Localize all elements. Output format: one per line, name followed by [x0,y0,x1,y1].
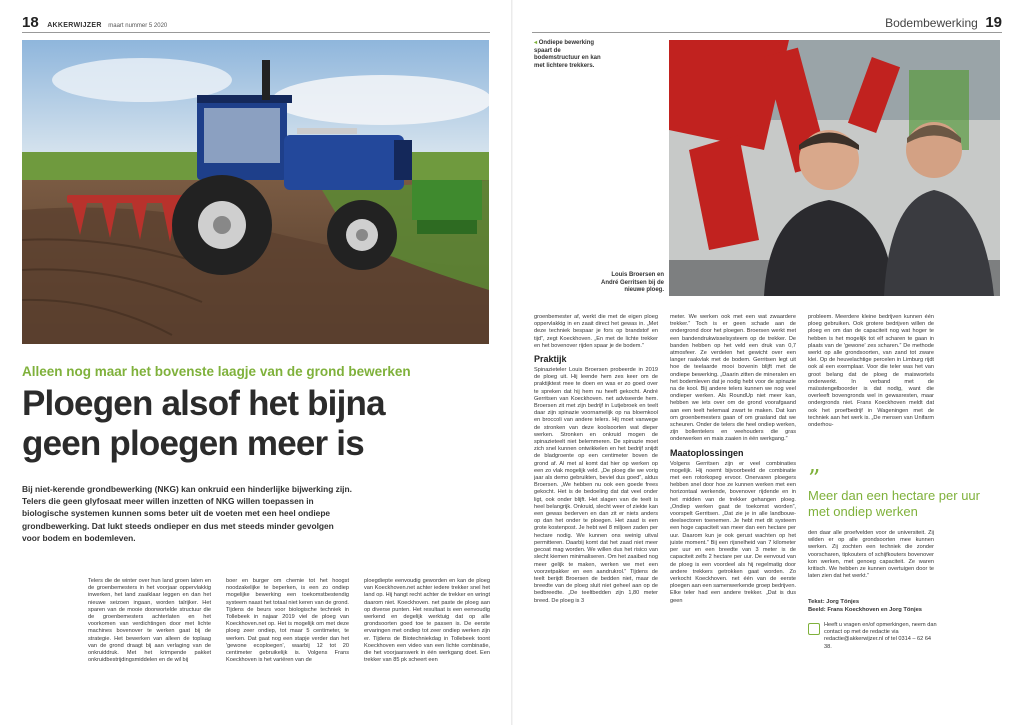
article-title-line-2: geen ploegen meer is [22,424,364,463]
pull-quote [808,465,1000,520]
col4-body-text: Spinazieteler Louis Broersen probeerde in 2019 de ploeg uit. Hij leende hem zes keer om de praktijktest mee te doen en was er zo goed over te spreken dat hij hem nu heeft gekocht. André Gerritsen van Koeckhoven. net adviseerde hem. Broersen zit met zijn bedrijf in Lutjebroek en teelt daar zijn spinazie voornamelijk op na bloemkool en broccoli van andere telers. Hij moet vanwege de stronken van deze koolsoorten wat dieper werken. Stronken en onkruid mogen de spinazieteelt niet belemmeren. De spinazie moet zich snel kunnen ontwikkelen en het bedrijf snijdt de bladgroente op een centimeter boven de grond af. Al met al komt dat hier op werken op een zo vlak mogelijk veld. „De ploeg die we vorig jaar als demo gebruikten, beviel dus goed”, aldus Broersen. „We hebben nu ook een goede frees gekocht. Het is de bedoeling dat dat veel onder ligt, ook onder blijft. Het slagen van de teelt is heel belangrijk. Onkruid, slecht weer of ziekte kan een gewas bederven en dan zit er niets anders op dan het onder te ploegen. Het zaad is een grote kostenpost. Je hebt wel 8 miljoen zaden per hectare nodig. We kunnen ons weinig uitval permitteren. Daarbij komt dat het zaad niet meer gecoat mag worden. We willen dus het risico van slecht kiemen minimaliseren. Om het zaaibed nog meer gelijk te maken, werken we met een voorzetpakker en een aandrukrol.” Tijdens de teelt berijdt Broersen de bedden niet, maar de breedte van de ploeg sluit niet geheel aan op de bedbreedte. „De teeltbedden zijn 1,80 meter breed. De ploeg is 3 [534,367,658,604]
right-page-number: 19 [985,14,1002,31]
body-column-2: boer en burger om chemie tot het hoogst noodzakelijke te beperken, is een zo ondiep mogelijke bewerking een toekomstbestendig systeem naast het totaal niet keren van de grond. Tijdens de beurs voor biologische techniek in Tollebeek in najaar 2019 viel de ploeg van Koeckhoven.net op. Het is mogelijk om met deze ploeg zeer ondiep, tot maar 5 centimeter, te werken. Dat gaat nog een stapje verder dan het 'gewone ecoploegen', waarbij 12 tot 20 centimeter gebruikelijk is. Volgens Frans Koeckhoven is het variëren van de [226,578,349,664]
tractor-illustration [22,40,489,344]
body-column-6 [808,314,1000,700]
col5-top-text: meter. We werken ook met een wat zwaardere trekker.” Toch is er geen schade aan de ondergrond door het ploegen. Broersen werkt met een bandendrukwisselsysteem op de trekker. De banden hebben op het veld een druk van 0,7 atmosfeer. Ze verdelen het gewicht over een langer raakvlak met de bodem. Gerritsen legt uit hoe de teelaarde mooi bovenin blijft met de ondiepe bewerking. „Daarin zitten de mineralen en het bodemleven dat je nodig hebt voor de spinazie na de kool. Bij andere telers kunnen we nog veel ondieper werken. Als RoundUp niet meer kan, hebben we iets over om de grond voorafgaand aan een teelt helemaal zwart te maken. Dat kan om groenbemesters gaan of om grasland dat we scheuren. Onder de telers die heel ondiep werken, zijn bollentelers en veehouders die gras onderwerken en mais zaaien in één werkgang.” [670,314,796,443]
article-intro: Bij niet-kerende grondbewerking (NKG) kan onkruid een hinderlijke bijwerking zijn. Telers die geen glyfosaat meer willen inzetten of NKG willen toepassen in biologische systemen kunnen soms beter uit de voeten met een heel ondiepe grondbewerking. Dat lukt steeds ondieper en dus met steeds minder gevolgen voor bodem en bodemleven. [22,484,352,543]
left-header-rule [22,32,490,33]
tractor-photo [22,40,489,344]
col6-bottom-text: den daar alle proefvelden voor de universiteit. Zij wilden er op alle grondsoorten mee kunnen werken. Zij zochten een techniek die zonder voorscharen, tipkouters of schijfkouters bovenover kon werken, met genoeg capaciteit. Ze waren kritisch. We hebben ze kunnen overtuigen door te laten zien dat het werkt.” [808,530,934,580]
right-header-rule [532,32,1002,33]
article-title-line-1: Ploegen alsof het bijna [22,384,385,423]
credit-text: Tekst: Jorg Tönjes [808,599,860,605]
pull-quote-text: Meer dan een hectare per uur met ondiep werken [808,488,980,519]
body-column-3: ploegdiepte eenvoudig geworden en kan de ploeg van Koeckhoven.net achter iedere trekker snel het land op. Hij hangt recht achter de trekker en wringt daarom niet. Koeckhoven. net paste de ploeg aan op diverse punten. Het resultaat is een eenvoudig werkend en degelijk werktuig dat op alle grondsoorten goed toe te passen is. De eerste ervaringen met ondiep tot zeer ondiep werken zijn er. Tijdens de Biotechniekdag in Tollebeek toont Koeckhoven een video van een lichte combinatie, die het voorjaarswerk in één werkgang doet. Een trekker van 85 pk scheert een [364,578,490,664]
subheading-maatoplossingen: Maatoplossingen [670,447,744,458]
section-name: Bodembewerking [885,16,978,30]
col6-top-text: probleem. Meerdere kleine bedrijven kunnen één ploeg gebruiken. Ook grotere bedrijven willen de ploeg en om dan de capaciteit nog wat hoger te hebben is het mogelijk tot elf scharen te gaan in plaats van de 'gewone' zes scharen.” De methode werkt op alle grondsoorten, van zand tot zware klei. Op de heuvelachtige percelen in Limburg rijdt ook al een exemplaar. Voor die teler was het van groot belang dat de ploeg de maiswortels onderwerkt. In verband met de maïsstengelboorder is dat nodig, want die overleeft bovengronds wel in gewasresten, maar ondergronds niet. Frans Koeckhoven meldt dat ook het proefbedrijf in Wageningen met de techniek aan het werk is. „De mensen van Unifarm onderhou- [808,314,934,429]
article-kicker: Alleen nog maar het bovenste laagje van de grond bewerken [22,364,411,379]
contact-text: Heeft u vragen en/of opmerkingen, neem dan contact op met de redactie via redactie@akkerwijzer.nl of tel 0314 – 62 64 38. [824,622,937,650]
body-column-4 [534,314,658,700]
article-title [22,384,492,464]
credits [808,598,1000,614]
credit-photo: Beeld: Frans Koeckhoven en Jorg Tönjes [808,607,923,613]
col5-body-text: Volgens Gerritsen zijn er veel combinaties mogelijk. Hij noemt bijvoorbeeld de combinatie met een rotorkopeg ervoor. Onervaren ploegers hebben snel door hoe ze kunnen werken met een horizontaal werkende, bovenover rijdende en in het midden van de trekker gehangen ploeg. „Ondiep werken gaat de toekomst worden”, voorspelt Gerritsen. „Dat zie je in alle landbouw-deelsectoren toenemen. Je hebt met dit systeem een hoge capaciteit van meer dan een hectare per uur. Daarom kun je ook gerust wachten op het juiste moment.” Bij een rijsnelheid van 7 kilometer per uur en een breedte van 3 meter is de capaciteit zelfs 2 hectare per uur. De eenvoud van de ploeg is een voordeel als hij regelmatig door andere trekkers getrokken gaat worden. Zo verkocht Koeckhoven. net één van de eerste ploegen aan een samenwerkende groep bedrijven. Elke teler had een andere trekker. „Dat is dus geen [670,460,796,604]
page-gutter [511,0,513,725]
caption-arrow-icon: ◂ [534,40,538,46]
masthead: AKKERWIJZER [47,22,102,29]
quote-icon: ” [808,465,821,493]
left-page-header [22,14,167,31]
contact-box [808,622,938,651]
body-column-1: Telers die de winter over hun land groen laten en de groenbemesters in het voorjaar oppervlakkig inwerken, het land zaaiklaar leggen en dan het nieuwe seizoen ingaan, worden talrijker. Het sparen van de mooie doorwortelde structuur die de groenbemesters achterlaten en het voorkomen van verdichtingen door met lichte machines bovenover te werken gaat bij de strategie. Het bewerken van alleen de toplaag van de grond draagt bij aan verlaging van de onkruiddruk. Met het krimpende pakket onkruidbestrijdingsmiddelen en de wil bij [88,578,211,664]
contact-icon [808,623,820,635]
people-illustration [669,40,1000,296]
right-page-header [885,14,1002,31]
issue-info: maart nummer 5 2020 [108,23,168,29]
col4-top-text: groenbemester af, werkt die met de eigen ploeg oppervlakkig in en zaait direct het gewas in. „Met deze techniek bespaar je fors op brandstof en tijd”, zegt Koeckhoven. „En met de lichte trekker en het bovenover rijden spaar je de bodem.” [534,314,658,349]
left-page-number: 18 [22,14,39,31]
caption-top [534,40,604,70]
body-column-5 [670,314,796,700]
subheading-praktijk: Praktijk [534,354,567,365]
caption-bottom: Louis Broersen en André Gerritsen bij de nieuwe ploeg. [600,272,664,293]
people-photo [669,40,1000,296]
caption-top-text: Ondiepe bewerking spaart de bodemstructuur en kan met lichtere trekkers. [534,40,601,69]
